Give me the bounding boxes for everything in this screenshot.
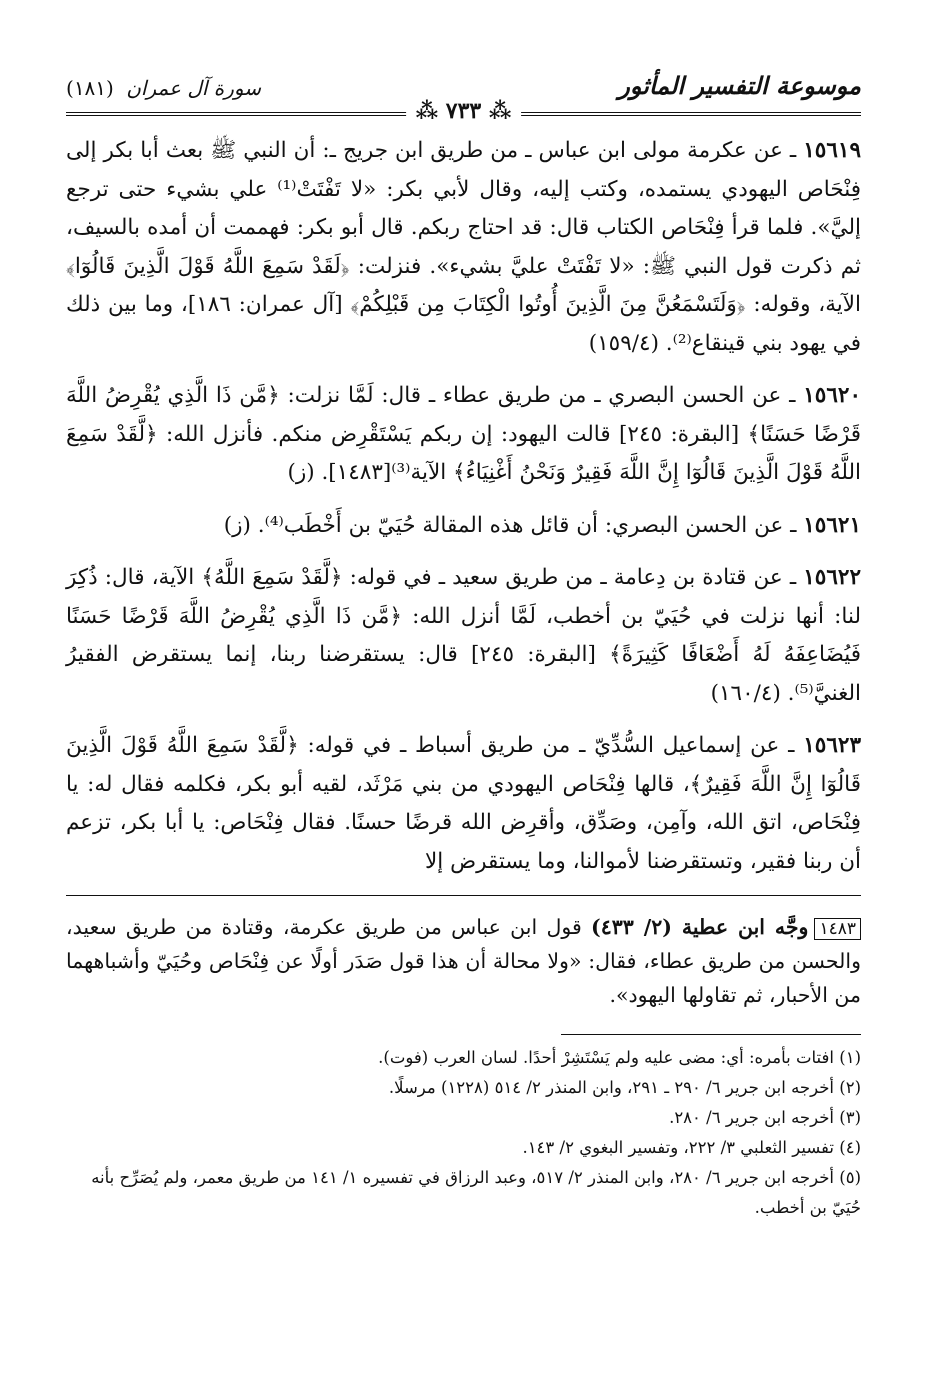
surah-title xyxy=(66,76,261,100)
book-title: موسوعة التفسير المأثور xyxy=(618,71,861,100)
footnote: (١) افتات بأمره: أي: مضى عليه ولم يَسْتَشِرْ أحدًا. لسان العرب (فوت). xyxy=(378,1048,861,1067)
entry xyxy=(66,727,861,881)
entry-index: ١٥٦١٩ xyxy=(803,138,861,163)
footnote: (٤) تفسير الثعلبي ٣/ ٢٢٢، وتفسير البغوي ٢/ ١٤٣. xyxy=(522,1138,861,1157)
running-header xyxy=(66,56,861,100)
entry-index: ١٥٦٢١ xyxy=(803,512,861,538)
footnotes xyxy=(66,1043,861,1223)
entry-text: ـ عن الحسن البصري ـ من طريق عطاء ـ قال: لَمَّا نزلت: ﴿مَّن ذَا الَّذِي يُقْرِضُ اللَّهَ قَرْضًا حَسَنًا﴾ [البقرة: ٢٤٥] قالت اليهود: إن ربكم يَسْتَقْرِض منكم. فأنزل الله: ﴿لَّقَدْ سَمِعَ اللَّهُ قَوْلَ الَّذِينَ قَالُوٓا إِنَّ اللَّهَ فَقِيرٌ وَنَحْنُ أَغْنِيَاءُ﴾ الآية⁽³⁾[١٤٨٣]. (ز) xyxy=(66,383,861,485)
page-ornament-right: ⁂ xyxy=(481,98,512,124)
main-text xyxy=(66,132,861,881)
entry xyxy=(66,507,861,546)
entry-text: ـ عن الحسن البصري: أن قائل هذه المقالة حُيَيّ بن أَخْطَب⁽⁴⁾. (ز) xyxy=(223,512,797,538)
commentary-text: قول ابن عباس من طريق عكرمة، وقتادة من طريق سعيد، والحسن من طريق عطاء، فقال: «ولا محالة أن هذا قول صَدَر أولًا عن فِنْحَاص وحُيَيّ وأشباههما من الأحبار، ثم تقاولها اليهود». xyxy=(66,915,861,1007)
surah-verse: (١٨١) xyxy=(66,76,114,100)
commentary-lead: وجَّه ابن عطية (٢/ ٤٣٣) xyxy=(591,915,809,939)
entry-index: ١٥٦٢٢ xyxy=(803,565,861,590)
entry-text: ـ عن قتادة بن دِعامة ـ من طريق سعيد ـ في قوله: ﴿لَّقَدْ سَمِعَ اللَّهُ﴾ الآية، قال: ذُكِرَ لنا: أنها نزلت في حُيَيّ بن أخطب، لَمَّا أنزل الله: ﴿مَّن ذَا الَّذِي يُقْرِضُ اللَّهَ قَرْضًا حَسَنًا فَيُضَاعِفَهُ لَهُ أَضْعَافًا كَثِيرَةً﴾ [البقرة: ٢٤٥] قال: يستقرضنا ربنا، إنما يستقرض الفقيرُ الغنيَّ⁽⁵⁾. (١٦٠/٤) xyxy=(66,565,861,706)
surah-name: سورة آل عمران xyxy=(126,76,262,100)
commentary-separator xyxy=(66,895,861,896)
page-ornament-left: ⁂ xyxy=(415,98,446,124)
entry-text: ـ عن عكرمة مولى ابن عباس ـ من طريق ابن جريج ـ: أن النبي ﷺ بعث أبا بكر إلى فِنْحَاص اليهودي يستمده، وكتب إليه، وقال لأبي بكر: «لا تَفْتَتْ⁽¹⁾ علي بشيء حتى ترجع إليَّ». فلما قرأ فِنْحَاص الكتاب قال: قد احتاج ربكم. قال أبو بكر: فهممت أن أمده بالسيف، ثم ذكرت قول النبي ﷺ: «لا تَفْتَتْ عليَّ بشيء». فنزلت: ﴿لَقَدْ سَمِعَ اللَّهُ قَوْلَ الَّذِينَ قَالُوٓا﴾ الآية، وقوله: ﴿وَلَتَسْمَعُنَّ مِنَ الَّذِينَ أُوتُوا الْكِتَابَ مِن قَبْلِكُمْ﴾ [آل عمران: ١٨٦]، وما بين ذلك في يهود بني قينقاع⁽²⁾. (١٥٩/٤) xyxy=(66,138,861,356)
footnote-separator xyxy=(561,1034,861,1035)
entry xyxy=(66,132,861,363)
page-number-text: ٧٣٣ xyxy=(445,98,482,124)
footnote: (٣) أخرجه ابن جرير ٦/ ٢٨٠. xyxy=(669,1108,861,1127)
commentary-number-box: ١٤٨٣ xyxy=(814,918,861,940)
header-rule xyxy=(66,98,861,128)
footnote: (٢) أخرجه ابن جرير ٦/ ٢٩٠ ـ ٢٩١، وابن المنذر ٢/ ٥١٤ (١٢٢٨) مرسلًا. xyxy=(388,1078,861,1097)
entry-index: ١٥٦٢٣ xyxy=(803,733,861,758)
footnote: (٥) أخرجه ابن جرير ٦/ ٢٨٠، وابن المنذر ٢/ ٥١٧، وعبد الرزاق في تفسيره ١/ ١٤١ من طريق معمر، ولم يُصَرِّح بأنه حُيَيّ بن أخطب. xyxy=(91,1168,861,1217)
commentary-note xyxy=(66,910,861,1012)
page-number xyxy=(406,98,522,124)
entry xyxy=(66,559,861,713)
entry xyxy=(66,377,861,493)
entry-text: ـ عن إسماعيل السُّدِّيّ ـ من طريق أسباط ـ في قوله: ﴿لَّقَدْ سَمِعَ اللَّهُ قَوْلَ الَّذِينَ قَالُوٓا إِنَّ اللَّهَ فَقِيرٌ﴾، قالها فِنْحَاص اليهودي من بني مَرْثَد، لقيه أبو بكر، فكلمه فقال له: يا فِنْحَاص، اتق الله، وآمِن، وصَدِّق، وأقرِض الله قرضًا حسنًا. فقال فِنْحَاص: يا أبا بكر، تزعم أن ربنا فقير، وتستقرضنا لأموالنا، وما يستقرض إلا xyxy=(66,733,861,874)
entry-index: ١٥٦٢٠ xyxy=(803,383,861,408)
